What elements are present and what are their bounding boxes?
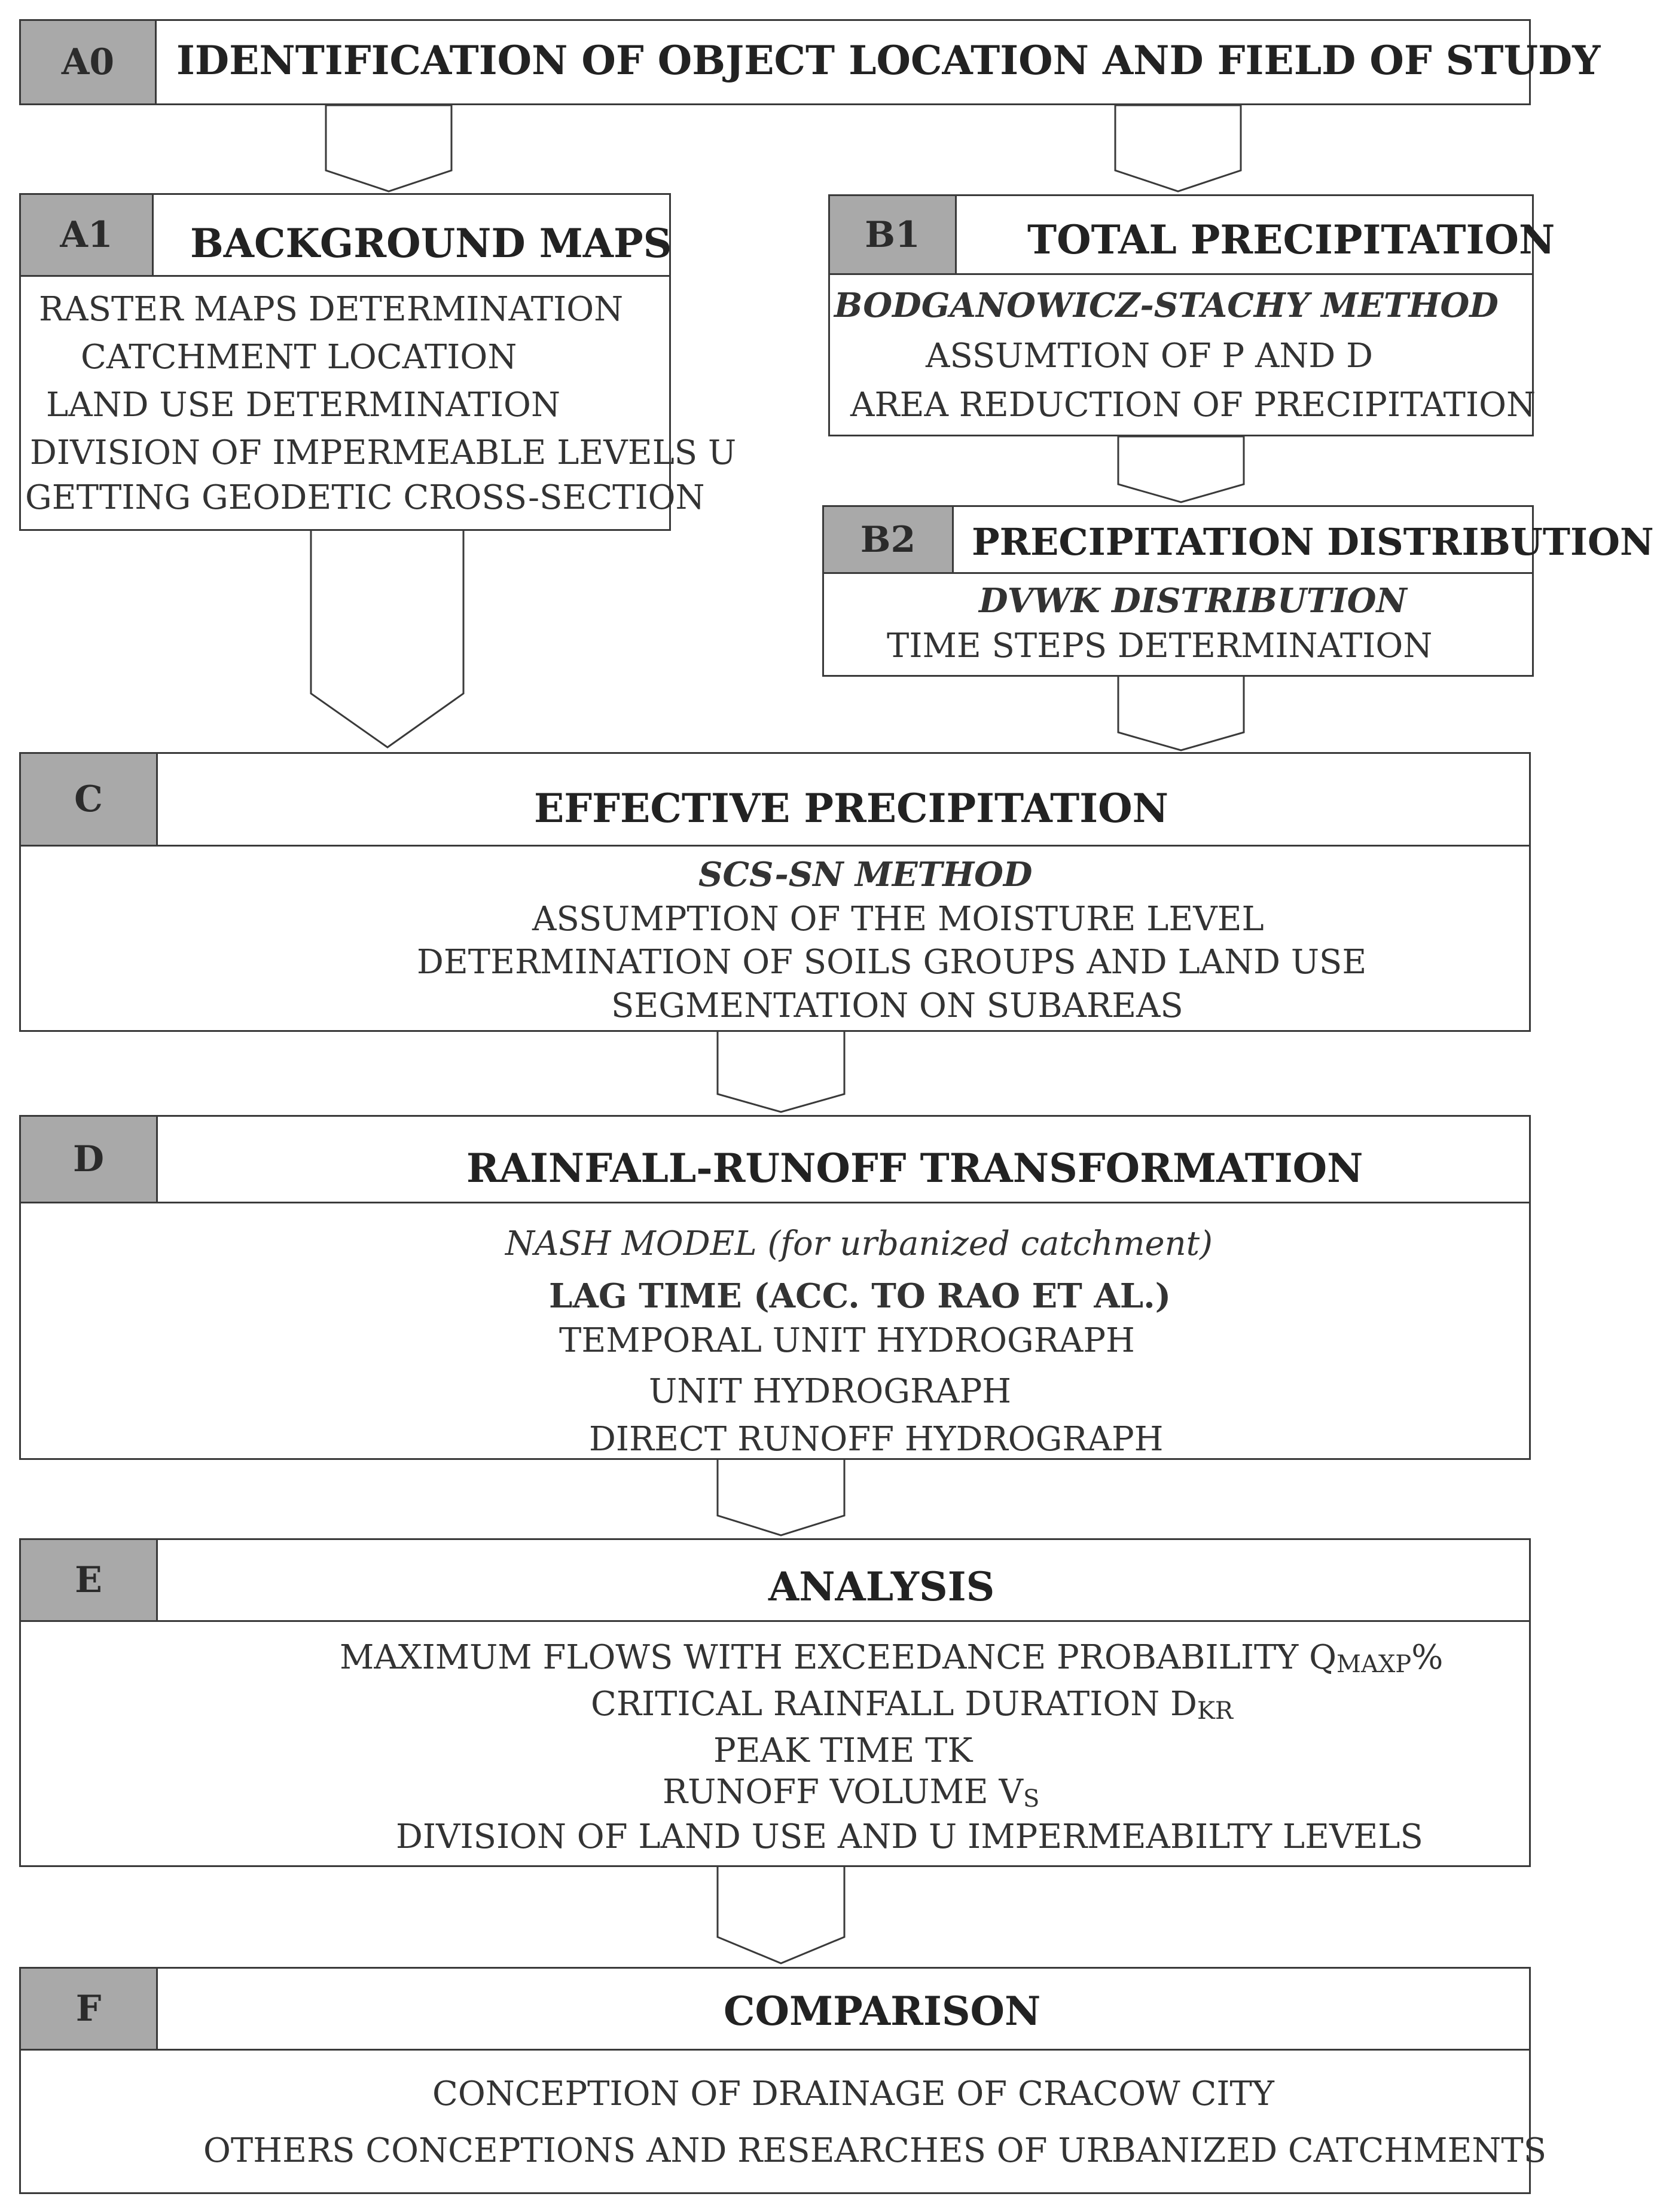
e-line-3: PEAK TIME TK [713, 1731, 973, 1770]
block-e-code: E [19, 1538, 158, 1622]
block-d-code: D [19, 1115, 158, 1203]
a1-line-1: RASTER MAPS DETERMINATION [39, 290, 624, 329]
e-line-4 [663, 1773, 1039, 1813]
c-method: SCS-SN METHOD [698, 855, 1033, 894]
block-c-title: EFFECTIVE PRECIPITATION [534, 785, 1168, 832]
b1-line-2: AREA REDUCTION OF PRECIPITATION [850, 386, 1536, 424]
e-line-1-sub: MAXP [1336, 1651, 1412, 1678]
e-line-2-text: CRITICAL RAINFALL DURATION D [591, 1685, 1197, 1724]
c-line-2: DETERMINATION OF SOILS GROUPS AND LAND USE [417, 943, 1367, 982]
e-line-1-end: % [1411, 1638, 1444, 1677]
arrow-b2-c [1118, 674, 1244, 750]
c-line-3: SEGMENTATION ON SUBAREAS [611, 986, 1183, 1025]
block-b2-code: B2 [822, 505, 954, 574]
e-line-1 [340, 1638, 1443, 1678]
block-a0-title: IDENTIFICATION OF OBJECT LOCATION AND FIELD OF STUDY [176, 37, 1601, 84]
block-d-title: RAINFALL-RUNOFF TRANSFORMATION [466, 1145, 1363, 1191]
d-lag-time: LAG TIME (ACC. TO RAO ET AL.) [549, 1276, 1171, 1316]
e-line-4-sub: S [1023, 1785, 1040, 1813]
d-line-2: UNIT HYDROGRAPH [649, 1372, 1012, 1411]
arrow-a0-b1 [1115, 105, 1241, 191]
block-f-code: F [19, 1967, 158, 2051]
block-b1-code: B1 [828, 194, 957, 275]
c-line-1: ASSUMPTION OF THE MOISTURE LEVEL [532, 900, 1264, 939]
arrow-e-f [718, 1864, 844, 1963]
block-b1-title: TOTAL PRECIPITATION [1027, 216, 1555, 263]
a1-line-5: GETTING GEODETIC CROSS-SECTION [25, 478, 705, 517]
block-e-title: ANALYSIS [768, 1563, 995, 1610]
block-a1-code: A1 [19, 193, 154, 277]
f-line-1: CONCEPTION OF DRAINAGE OF CRACOW CITY [432, 2074, 1274, 2113]
arrow-a0-a1 [326, 105, 451, 191]
arrow-d-e [718, 1458, 844, 1535]
e-line-4-text: RUNOFF VOLUME V [663, 1773, 1023, 1811]
d-line-1: TEMPORAL UNIT HYDROGRAPH [559, 1321, 1135, 1360]
block-b2-title: PRECIPITATION DISTRIBUTION [972, 520, 1654, 564]
block-c-code: C [19, 752, 158, 847]
a1-line-2: CATCHMENT LOCATION [81, 338, 517, 377]
block-f-title: COMPARISON [724, 1988, 1041, 2034]
d-method: NASH MODEL (for urbanized catchment) [505, 1224, 1213, 1263]
b2-line-1: TIME STEPS DETERMINATION [887, 627, 1433, 665]
b1-method: BODGANOWICZ-STACHY METHOD [834, 286, 1499, 325]
e-line-1-text: MAXIMUM FLOWS WITH EXCEEDANCE PROBABILITY Q [340, 1638, 1336, 1677]
f-line-2: OTHERS CONCEPTIONS AND RESEARCHES OF URBANIZED CATCHMENTS [203, 2131, 1547, 2170]
b1-line-1: ASSUMTION OF P AND D [926, 337, 1373, 375]
block-a0-code: A0 [19, 19, 157, 105]
arrow-b1-b2 [1118, 436, 1244, 502]
a1-line-4: DIVISION OF IMPERMEABLE LEVELS U [30, 433, 737, 472]
e-line-2-sub: KR [1197, 1697, 1233, 1725]
d-line-3: DIRECT RUNOFF HYDROGRAPH [589, 1420, 1164, 1459]
arrow-c-d [718, 1029, 844, 1112]
e-line-2 [591, 1685, 1233, 1725]
block-a1-title: BACKGROUND MAPS [190, 220, 672, 267]
a1-line-3: LAND USE DETERMINATION [46, 386, 560, 424]
b2-method: DVWK DISTRIBUTION [979, 581, 1407, 621]
block-f-body [19, 2049, 1531, 2194]
arrow-a1-c [311, 529, 463, 747]
e-line-5: DIVISION OF LAND USE AND U IMPERMEABILTY LEVELS [396, 1817, 1423, 1856]
